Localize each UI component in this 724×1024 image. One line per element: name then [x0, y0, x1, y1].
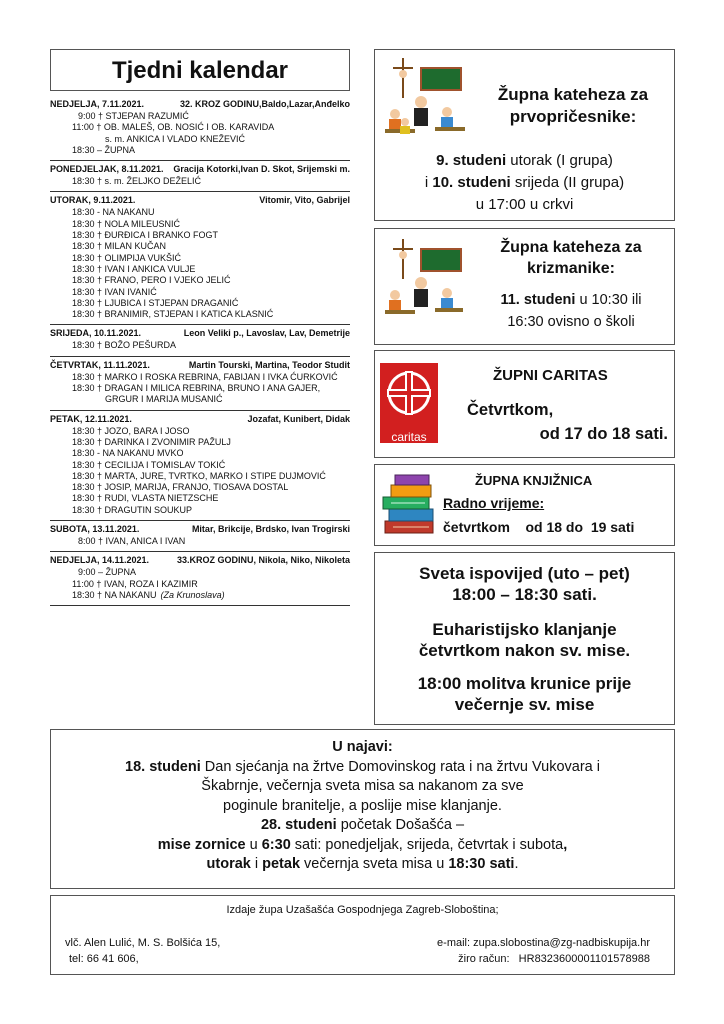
calendar-day: [50, 325, 350, 356]
calendar-day: [50, 357, 350, 411]
mass-entry-text: 18:30 † FRANO, PERO I VJEKO JELIĆ: [72, 275, 231, 286]
evening-mass-text: večernja sveta misa u: [300, 856, 449, 872]
calendar-day: [50, 161, 350, 192]
mass-entry-text: 9:00 † STJEPAN RAZUMIĆ: [78, 111, 189, 121]
library-box: [374, 464, 675, 546]
books-icon: [379, 473, 441, 541]
calendar-day-header: [50, 163, 350, 176]
confession-box: [374, 552, 675, 725]
mass-entry: [50, 122, 350, 133]
mass-entry-text: 18:30 † ĐURĐICA I BRANKO FOGT: [72, 230, 219, 241]
mass-entry: [50, 460, 350, 471]
calendar-date: PETAK, 12.11.2021.: [50, 413, 132, 424]
mass-entry: [50, 579, 350, 590]
calendar-day-header: [50, 327, 350, 340]
adoration-title: Euharistijsko klanjanje: [432, 620, 617, 639]
caritas-logo: [380, 363, 438, 443]
mass-entry-text: 18:30 † IVAN IVANIĆ: [72, 286, 157, 297]
a3-t1: u: [245, 836, 262, 853]
calendar-saints: Vitomir, Vito, Gabrijel: [259, 195, 350, 206]
mass-entry: [50, 207, 350, 218]
rosary-line-1: 18:00 molitva krunice prije: [417, 674, 632, 693]
day-friday: petak: [262, 856, 301, 872]
adoration-time: četvrtkom nakon sv. mise.: [418, 641, 631, 660]
caritas-title: ŽUPNI CARITAS: [493, 367, 608, 384]
calendar-saints: Martin Tourski, Martina, Teodor Studit: [188, 359, 350, 370]
mass-entry-text: 18:30 † DARINKA I ZVONIMIR PAŽULJ: [72, 436, 231, 447]
mass-entry: [50, 372, 350, 383]
mass-entry: [50, 134, 350, 145]
calendar-day: [50, 552, 350, 606]
rorate-days: sati: ponedjeljak, srijeda, četvrtak i subota: [290, 836, 564, 853]
mass-entry-text: 8:00 † IVAN, ANICA I IVAN: [78, 536, 186, 547]
confession-time: 18:00 – 18:30 sati.: [452, 585, 597, 604]
rosary-line-2: večernje sv. mise: [454, 695, 595, 714]
mass-entry: [50, 567, 350, 578]
mass-entry: [50, 394, 350, 405]
telephone: tel: 66 41 606,: [69, 953, 139, 965]
catechesis-time: u 17:00 u crkvi: [475, 196, 574, 213]
library-hours-label: Radno vrijeme:: [443, 495, 545, 511]
mass-entry-text: 18:30 † DRAGAN I MILICA REBRINA, BRUNO I ANA GAJER,: [72, 383, 321, 394]
date-18-november: 18. studeni: [125, 758, 201, 775]
confirmation-time-1: u 10:30 ili: [575, 292, 642, 308]
mass-entry: [50, 448, 350, 459]
calendar-date: NEDJELJA, 14.11.2021.: [50, 555, 150, 566]
mass-entry-text: 18:30 – ŽUPNA: [72, 144, 136, 155]
classroom-image-2: [381, 237, 463, 319]
caritas-hours: od 17 do 18 sati.: [539, 425, 668, 443]
calendar-day: [50, 192, 350, 325]
mass-entry: [50, 145, 350, 156]
mass-entry-text: 18:30 † MARKO I ROSKA REBRINA, FABIJAN I IVKA ĆURKOVIĆ: [72, 371, 338, 382]
calendar-date: UTORAK, 9.11.2021.: [50, 195, 136, 206]
conj-i: i: [424, 174, 433, 191]
library-title: ŽUPNA KNJIŽNICA: [475, 473, 593, 488]
rorate-masses: mise zornice: [157, 836, 246, 853]
calendar-title: Tjedni kalendar: [50, 49, 350, 91]
mass-entry-text: 18:30 † OLIMPIJA VUKŠIĆ: [72, 252, 182, 263]
caritas-day: Četvrtkom,: [467, 401, 554, 419]
calendar-day: [50, 521, 350, 552]
mass-note: (Za Krunoslava): [160, 589, 225, 600]
mass-entry-text: 18:30 † s. m. ŽELJKO DEŽELIĆ: [72, 176, 202, 187]
mass-entry-text: 18:30 † DRAGUTIN SOUKUP: [72, 504, 193, 515]
mass-entry: [50, 287, 350, 298]
mass-entry-text: 18:30 † NOLA MILEUSNIĆ: [72, 218, 181, 229]
mass-entry: [50, 111, 350, 122]
announcements-title: U najavi:: [332, 739, 393, 755]
address: vlč. Alen Lulić, M. S. Bolšića 15,: [65, 937, 221, 949]
mass-entry: [50, 298, 350, 309]
date-10-november: 10. studeni: [432, 174, 511, 191]
calendar-list: [50, 96, 350, 606]
mass-entry-text: 18:30 † NA NAKANU: [72, 589, 157, 600]
calendar-saints: Jozafat, Kunibert, Didak: [247, 413, 350, 424]
announcement-2-text: početak Došašća –: [336, 817, 465, 833]
confession-title: Sveta ispovijed (uto – pet): [419, 564, 630, 583]
group-2-info: srijeda (II grupa): [510, 174, 625, 191]
footer-box: [50, 895, 675, 975]
calendar-saints: Gracija Kotorki,Ivan D. Skot, Srijemski m.: [173, 164, 350, 175]
mass-entry-text: 18:30 - NA NAKANU MVKO: [72, 448, 184, 459]
catechesis-confirmation-box: [374, 228, 675, 345]
calendar-date: SRIJEDA, 10.11.2021.: [50, 328, 142, 339]
mass-entry-text: 18:30 † BRANIMIR, STJEPAN I KATICA KLASNIĆ: [72, 309, 274, 320]
calendar-day-header: [50, 523, 350, 536]
mass-entry: [50, 340, 350, 351]
announcement-1-text: Dan sjećanja na žrtve Domovinskog rata i na žrtvu Vukovara i: [200, 758, 600, 775]
mass-entry-text: 18:30 † IVAN I ANKICA VULJE: [72, 263, 196, 274]
mass-entry-text: GRGUR I MARIJA MUSANIĆ: [105, 394, 223, 405]
a4-t1: i: [250, 856, 263, 872]
catechesis-confirmation-title-1: Župna kateheza za: [500, 239, 642, 256]
mass-entry: [50, 482, 350, 493]
classroom-image: [381, 56, 465, 140]
catechesis-confirmation-title-2: krizmanike:: [526, 260, 616, 277]
library-hours: četvrtkom od 18 do 19 sati: [443, 519, 635, 535]
mass-entry: [50, 264, 350, 275]
calendar-day-header: [50, 98, 350, 111]
announcement-1-line-2: Škabrnje, večernja sveta misa sa nakanom za sve: [201, 778, 524, 794]
date-11-november: 11. studeni: [500, 292, 576, 308]
catechesis-communion-title-2: prvopričesnike:: [509, 107, 637, 126]
calendar-day-header: [50, 359, 350, 372]
catechesis-communion-box: [374, 49, 675, 221]
mass-entry-text: 11:00 † OB. MALEŠ, OB. NOSIĆ I OB. KARAVIDA: [72, 122, 275, 133]
calendar-saints: 32. KROZ GODINU,Baldo,Lazar,Anđelko: [179, 99, 350, 109]
caritas-logo-text: caritas: [391, 430, 427, 444]
calendar-saints: Leon Veliki p., Lavoslav, Lav, Demetrije: [183, 328, 350, 339]
caritas-cross-icon: [380, 363, 438, 425]
rorate-time: 6:30: [261, 836, 291, 853]
mass-entry-text: 18:30 † BOŽO PEŠURDA: [72, 340, 177, 351]
calendar-day-header: [50, 194, 350, 207]
mass-entry-text: 18:30 † MARTA, JURE, TVRTKO, MARKO I STIPE DUJMOVIĆ: [72, 470, 326, 481]
mass-entry: [50, 176, 350, 187]
mass-entry: [50, 275, 350, 286]
email: e-mail: zupa.slobostina@zg-nadbiskupija.hr: [437, 937, 650, 949]
date-9-november: 9. studeni: [436, 152, 507, 169]
mass-entry: [50, 383, 350, 394]
mass-entry-text: 18:30 - NA NAKANU: [72, 207, 155, 218]
date-28-november: 28. studeni: [260, 817, 337, 833]
calendar-saints: Mitar, Brikcije, Brdsko, Ivan Trogirski: [191, 524, 350, 535]
calendar-saints: 33.KROZ GODINU, Nikola, Niko, Nikoleta: [176, 555, 350, 566]
calendar-day-header: [50, 554, 350, 567]
catechesis-communion-title-1: Župna kateheza za: [497, 85, 649, 104]
calendar-date: PONEDJELJAK, 8.11.2021.: [50, 164, 164, 175]
bank-account: žiro račun: HR8323600001101578988: [458, 953, 650, 965]
calendar-date: NEDJELJA, 7.11.2021.: [50, 99, 145, 109]
caritas-box: [374, 350, 675, 458]
evening-mass-time: 18:30 sati: [448, 856, 515, 872]
mass-entry: [50, 253, 350, 264]
mass-entry-text: s. m. ANKICA I VLADO KNEŽEVIĆ: [105, 133, 246, 144]
mass-entry: [50, 493, 350, 504]
a4-period: .: [514, 856, 519, 872]
mass-entry: [50, 471, 350, 482]
mass-entry: [50, 505, 350, 516]
day-tuesday: utorak: [206, 856, 251, 872]
a3-comma: ,: [563, 836, 568, 853]
publisher: Izdaje župa Uzašašća Gospodnjega Zagreb-Sloboština;: [226, 904, 499, 916]
mass-entry: [50, 309, 350, 320]
mass-entry-text: 18:30 † JOZO, BARA I JOSO: [72, 425, 190, 436]
mass-entry: [50, 590, 350, 601]
mass-entry: [50, 241, 350, 252]
announcements-box: [50, 729, 675, 889]
mass-entry: [50, 426, 350, 437]
confirmation-time-2: 16:30 ovisno o školi: [507, 314, 635, 330]
mass-entry-text: 18:30 † MILAN KUČAN: [72, 241, 167, 252]
calendar-date: SUBOTA, 13.11.2021.: [50, 524, 140, 535]
mass-entry-text: 18:30 † JOSIP, MARIJA, FRANJO, TIOSAVA DOSTAL: [72, 482, 289, 493]
mass-entry-text: 18:30 † CECILIJA I TOMISLAV TOKIĆ: [72, 459, 226, 470]
mass-entry-text: 18:30 † LJUBICA I STJEPAN DRAGANIĆ: [72, 297, 239, 308]
announcement-1-line-3: poginule branitelje, a poslije mise klanjanje.: [223, 797, 502, 814]
group-1-info: utorak (I grupa): [506, 152, 613, 169]
mass-entry-text: 9:00 – ŽUPNA: [78, 567, 137, 578]
mass-entry: [50, 219, 350, 230]
calendar-day: [50, 411, 350, 521]
mass-entry: [50, 437, 350, 448]
mass-entry: [50, 230, 350, 241]
calendar-date: ČETVRTAK, 11.11.2021.: [50, 359, 150, 370]
calendar-day-header: [50, 413, 350, 426]
calendar-day: [50, 96, 350, 161]
mass-entry-text: 11:00 † IVAN, ROZA I KAZIMIR: [72, 578, 198, 589]
mass-entry: [50, 536, 350, 547]
mass-entry-text: 18:30 † RUDI, VLASTA NIETZSCHE: [72, 493, 219, 504]
